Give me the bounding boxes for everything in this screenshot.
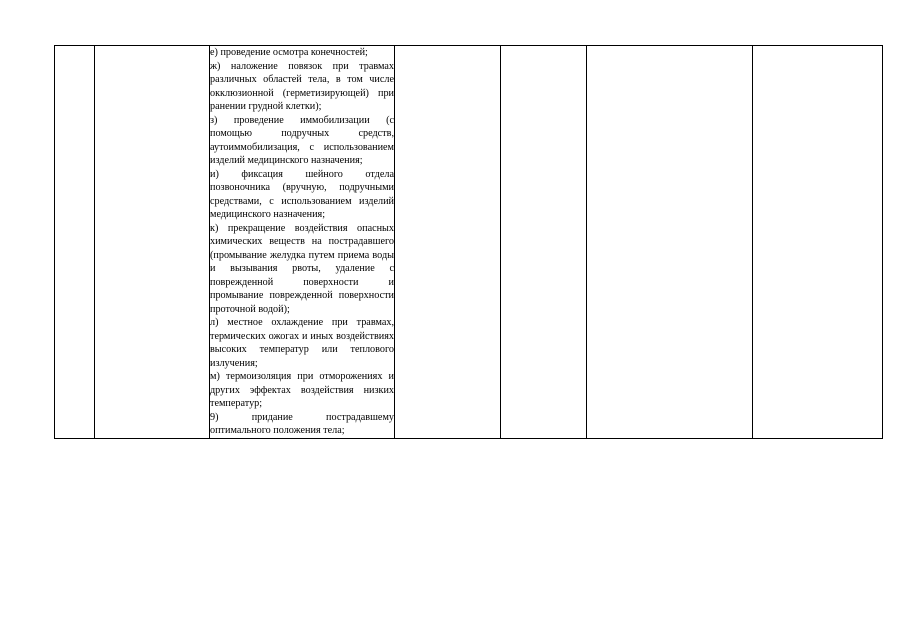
table-cell-number [55,46,95,439]
list-item: м) термоизоляция при отморожениях и других эффектах воздействия низких температур; [210,371,394,409]
list-item: л) местное охлаждение при травмах, термических ожогах и иных воздействиях высоких температур или теплового излучения; [210,317,394,369]
list-item: з) проведение иммобилизации (с помощью подручных средств, аутоиммобилизация, с использованием изделий медицинского назначения; [210,114,394,166]
list-item: к) прекращение воздействия опасных химических веществ на пострадавшего (промывание желудка путем приема воды и вызывания рвоты, удаление с поврежденной поверхности и промывание поврежденной поверхности проточной водой); [210,222,394,315]
list-item: 9) придание пострадавшему оптимального положения тела; [210,411,394,436]
table-cell-empty [753,46,883,439]
table-cell-empty [395,46,501,439]
table-cell-empty [501,46,587,439]
document-table [54,45,883,439]
list-item: и) фиксация шейного отдела позвоночника (вручную, подручными средствами, с использованием изделий медицинского назначения; [210,168,394,220]
table-cell-empty [587,46,753,439]
list-item: е) проведение осмотра конечностей; [210,47,368,58]
table-cell-name [95,46,210,439]
table-row [55,46,883,439]
table-cell-content [210,46,395,439]
list-item: ж) наложение повязок при травмах различных областей тела, в том числе окклюзионной (герметизирующей) при ранении грудной клетки); [210,60,394,112]
